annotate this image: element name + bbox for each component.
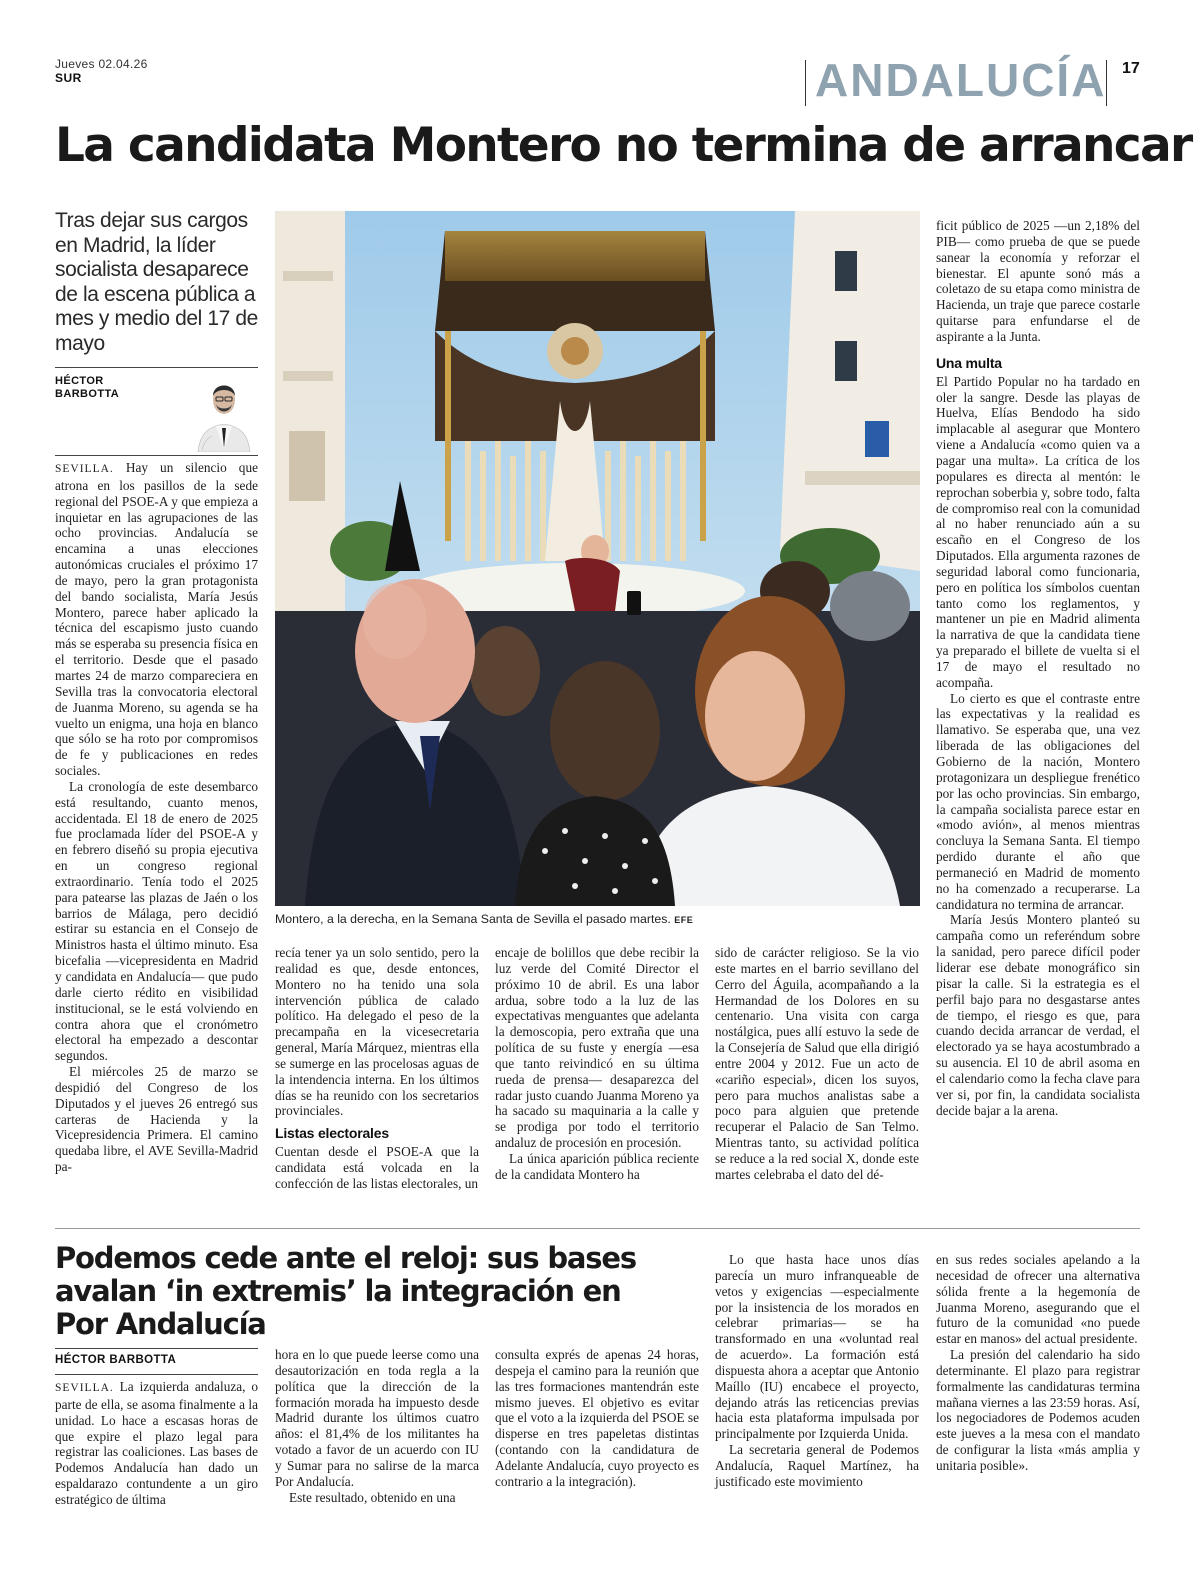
paragraph: La presión del calendario ha sido determinante. El plazo para registrar formalmente las candidaturas termina mañana viernes a las 23:59 horas. Así, los negociadores de Podemos acuden este jueves a la mesa con el mandato de configurar la lista «más amplia y unitaria posible». <box>936 1347 1140 1473</box>
dateline: SEVILLA. <box>55 463 114 475</box>
article-separator <box>55 1228 1140 1229</box>
lead-paragraph <box>55 460 258 779</box>
article2-column-4 <box>715 1252 919 1490</box>
page-number: 17 <box>1122 60 1140 77</box>
second-headline: Podemos cede ante el reloj: sus bases avalan ‘in extremis’ la integración en Por Andalucía <box>55 1241 636 1341</box>
article1-column-2 <box>275 945 479 1192</box>
article1-column-1 <box>55 460 258 1175</box>
author-byline-2: HÉCTOR BARBOTTA <box>55 1354 177 1366</box>
article2-column-5 <box>936 1252 1140 1474</box>
article1-column-5 <box>936 218 1140 1118</box>
author-last-name: BARBOTTA <box>55 388 120 400</box>
paragraph: La única aparición pública reciente de la candidata Montero ha <box>495 1150 699 1182</box>
paragraph: María Jesús Montero planteó su campaña como un referéndum sobre la sanidad, pero parece difícil poder liderar ese debate monográfico sin pisar la calle. Si la estrategia es el perfil bajo para no desgastarse antes de tiempo, el riesgo es que, para cuando decida arrancar de verdad, el electorado ya se haya acostumbrado a su ausencia. El 10 de abril asoma en el calendario como la fecha clave para ver si, por fin, la candidata socialista decide bajar a la arena. <box>936 912 1140 1118</box>
paragraph: sido de carácter religioso. Se la vio este martes en el barrio sevillano del Cerro del Águila, acompañando a la Hermandad de los Dolores en su centenario. Una visita con carga nostálgica, pues allí estuvo la sede de la Consejería de Salud que ella dirigió entre 2004 y 2012. Fue un acto de «cariño especial», dicen los suyos, pero para muchos analistas sabe a poco para alguien que pretende recuperar el Palacio de San Telmo. Mientras tanto, su actividad política se reduce a la red social X, donde este martes celebraba el dato del dé- <box>715 945 919 1182</box>
paragraph: ficit público de 2025 —un 2,18% del PIB— como prueba de que se puede sanear la economía y reforzar el bienestar. El apunte sonó más a coletazo de su etapa como ministra de Hacienda, un traje que parece costarle quitarse para enfundarse el de aspirante a la Junta. <box>936 218 1140 344</box>
paragraph: recía tener ya un solo sentido, pero la realidad es que, desde entonces, Montero no ha tenido una sola intervención pública de calado político. Ha delegado el peso de la precampaña en la vicesecretaria general, María Márquez, mientras ella se sumerge en las procelosas aguas de la intendencia interna. En los últimos días se ha reunido con los secretarios provinciales. <box>275 945 479 1119</box>
byline-rule-bottom <box>55 455 258 456</box>
author-portrait <box>190 370 258 452</box>
byline2-rule-bottom <box>55 1374 258 1375</box>
main-headline: La candidata Montero no termina de arrancar <box>55 118 1192 173</box>
paragraph: Lo cierto es que el contraste entre las expectativas y la realidad es llamativo. Se esperaba que, una vez liberada de las obligaciones del Gobierno de la nación, Montero protagonizara un despliegue frenético por las ocho provincias. Sin embargo, la campaña socialista parece estar en «modo avión», al menos mientras concluya la Semana Santa. El tiempo perdido durante el año que permaneció en Madrid de momento no ha comenzado a recuperarse. La candidatura no termina de arrancar. <box>936 690 1140 912</box>
dateline-2: SEVILLA. <box>55 1382 114 1394</box>
paragraph: Cuentan desde el PSOE-A que la candidata está volcada en la confección de las listas electorales, un <box>275 1144 479 1191</box>
lead-paragraph <box>55 1379 258 1508</box>
paragraph: La secretaria general de Podemos Andalucía, Raquel Martínez, ha justificado este movimiento <box>715 1442 919 1489</box>
publication-name: SUR <box>55 71 82 85</box>
paragraph: encaje de bolillos que debe recibir la luz verde del Comité Director el próximo 10 de abril. Es una labor ardua, sobre todo a la luz de las expectativas menguantes que adelanta la demoscopia, pero extraña que una política de su fuste y energía —esa que tanto reivindicó en su última rueda de prensa— desaparezca del radar justo cuando Juanma Moreno ya ha sacado su maquinaria a la calle y se prodiga por todo el territorio andaluz de procesión en procesión. <box>495 945 699 1151</box>
paragraph: Lo que hasta hace unos días parecía un muro infranqueable de vetos y exigencias —especialmente por la insistencia de los morados en celebrar primarias— se ha transformado en una «voluntad real de acuerdo». La formación está dispuesta ahora a aceptar que Antonio Maíllo (IU) encabece el proyecto, dejando atrás las reticencias previas hacia esta plataforma impulsada por principalmente por Izquierda Unida. <box>715 1252 919 1442</box>
issue-date: Jueves 02.04.26 <box>55 57 148 71</box>
intertitle-listas: Listas electorales <box>275 1125 389 1142</box>
caption-text: Montero, a la derecha, en la Semana Santa de Sevilla el pasado martes. <box>275 912 671 926</box>
paragraph: Este resultado, obtenido en una <box>289 1489 456 1505</box>
paragraph: El miércoles 25 de marzo se despidió del Congreso de los Diputados y el jueves 26 entregó sus carteras de Hacienda y la Vicepresidencia Primera. El camino quedaba libre, el AVE Sevilla-Madrid pa- <box>55 1064 258 1175</box>
photo-credit: EFE <box>674 915 694 925</box>
paragraph: consulta exprés de apenas 24 horas, despeja el camino para la reunión que las tres formaciones mantendrán este mismo jueves. El objetivo es evitar que el voto a la izquierda del PSOE se disperse en tres papeletas distintas (contando con la candidatura de Adelante Andalucía, cuyo proyecto es contrario a la integración). <box>495 1347 699 1489</box>
section-divider-left <box>805 60 806 106</box>
paragraph-text: Hay un silencio que atrona en los pasillos de la sede regional del PSOE-A y que empieza a inquietar en las agrupaciones de las ocho provincias. Andalucía se encamina a unas elecciones autonómicas cruciales el próximo 17 de mayo, pero la gran protagonista del bando socialista, María Jesús Montero, parece haber aplicado la técnica del escapismo justo cuando más se esperaba su presencia física en el territorio. Desde que el pasado martes 24 de marzo compareciera en Sevilla tras la convocatoria electoral de Juanma Moreno, su agenda se ha vuelto un enigma, una hoja en blanco que sólo se ha roto por compromisos de fe y publicaciones en redes sociales. <box>55 460 258 779</box>
article2-column-1 <box>55 1379 258 1508</box>
byline2-rule <box>55 1348 258 1349</box>
paragraph-text: La izquierda andaluza, o parte de ella, se asoma finalmente a la unidad. Lo hace a escasas horas de que expire el plazo legal para registrar las coaliciones. Las bases de Podemos Andalucía han dado un espaldarazo contundente a un giro estratégico de última <box>55 1379 258 1507</box>
section-divider-right <box>1106 60 1107 106</box>
intertitle-multa: Una multa <box>936 354 1002 371</box>
paragraph: hora en lo que puede leerse como una desautorización en toda regla a la política que la dirección de la formación morada ha impuesto desde Madrid durante los últimos cuatro años: el 81,4% de los militantes ha votado a favor de un acuerdo con IU y Sumar para no salirse de la marca Por Andalucía. <box>275 1347 479 1489</box>
article2-column-3 <box>495 1347 699 1490</box>
paragraph: en sus redes sociales apelando a la necesidad de ofrecer una alternativa sólida frente a la hegemonía de Juanma Moreno, asegurando que el futuro de la comunidad «no puede estar en manos» del actual presidente. <box>936 1252 1140 1347</box>
paragraph: El Partido Popular no ha tardado en oler la sangre. Desde las playas de Huelva, Elías Bendodo ha sido implacable al asegurar que Montero viene a Andalucía «como quien va a pagar una multa». La crítica de los populares es directa al mentón: le reprochan soberbia y, sobre todo, falta de compromiso real con la comunidad al no haber renunciado aún a su escaño en el Congreso de los Diputados. Ella argumenta razones de seguridad laboral como funcionaria, pero en política los símbolos cuentan tanto como los reglamentos, y mantener un pie en Madrid alimenta la narrativa de que la candidata tiene ya preparado el billete de vuelta si el 17 de mayo el resultado no acompaña. <box>936 373 1140 690</box>
byline-rule <box>55 367 258 368</box>
procession-photo <box>275 211 920 906</box>
article2-column-2 <box>275 1347 479 1505</box>
article1-column-3 <box>495 945 699 1183</box>
photo-caption <box>275 911 920 928</box>
article1-column-4 <box>715 945 919 1183</box>
author-byline <box>55 375 190 401</box>
article-subhead: Tras dejar sus cargos en Madrid, la líder socialista desaparece de la escena pública a mes y medio del 17 de mayo <box>55 209 258 355</box>
section-title: ANDALUCÍA <box>815 54 1107 106</box>
author-first-name: HÉCTOR <box>55 375 104 387</box>
paragraph: La cronología de este desembarco está resultando, cuanto menos, accidentada. El 18 de enero de 2025 fue proclamada líder del PSOE-A y en febrero diseñó su propia ejecutiva en un congreso regional extraordinario. Tenía todo el 2025 para patearse las plazas de Jaén o los barrios de Málaga, pero decidió estirar su estancia en el Consejo de Ministros hasta el último minuto. Esa bicefalia —vicepresidenta en Madrid y candidata en Andalucía— que pudo darle cierto rédito en visibilidad institucional, se le está volviendo en contra ahora que el cronómetro electoral ha empezado a descontar segundos. <box>55 778 258 1064</box>
